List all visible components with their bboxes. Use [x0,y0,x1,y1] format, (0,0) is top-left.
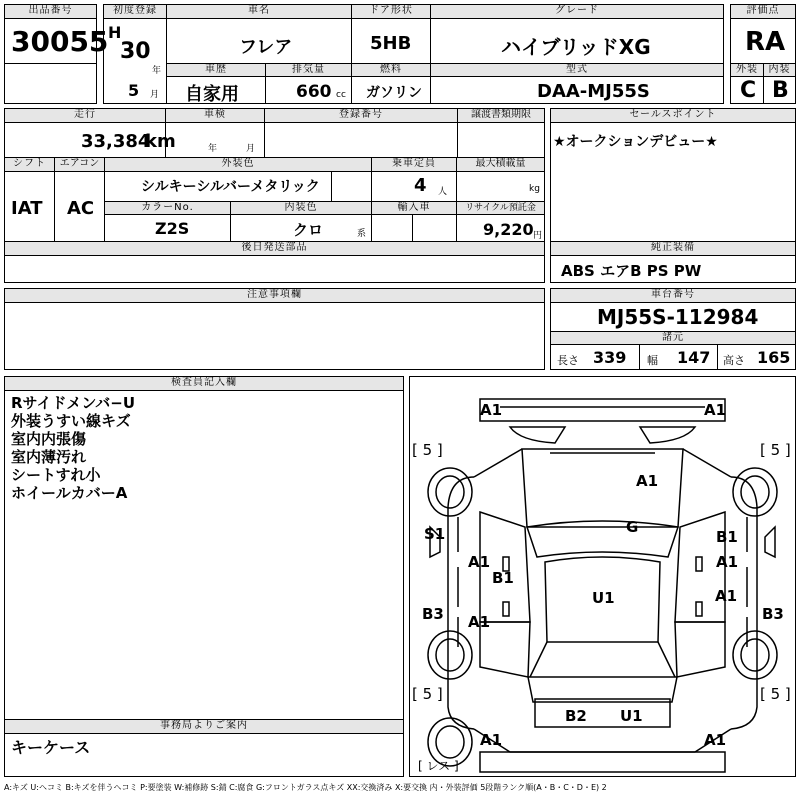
damage-mark: S1 [424,525,446,543]
recycle-label: リサイクル預託金 [456,201,545,215]
capacity: 4 [414,175,427,196]
width-label: 幅 [647,354,658,367]
transfer-cell [457,108,545,158]
office-text: キーケース [11,738,91,757]
import-cell [371,201,457,242]
color-label: 外装色 [104,157,372,172]
sales-point-cell [550,108,796,242]
color-no-label: カラーNo. [104,201,231,215]
interior-grade: B [772,78,789,103]
damage-mark: A1 [480,731,503,749]
fuel: ガソリン [366,85,422,101]
damage-mark: B3 [762,605,784,623]
model-label: 型式 [430,63,724,77]
fuel-label: 燃料 [351,63,431,77]
interior-color: クロ [293,221,324,239]
damage-mark: U1 [620,707,643,725]
damage-mark: B1 [716,528,738,546]
inspector-line: シートすれ小 [11,466,101,484]
notes-label: 注意事項欄 [4,288,545,303]
damage-mark: A1 [715,587,738,605]
car-name: フレア [239,37,293,58]
model-code: DAA-MJ55S [537,81,650,102]
displacement-cell [265,63,352,104]
mileage-unit: km [145,131,176,152]
interior-label: 内装 [763,63,796,77]
displacement-label: 排気量 [265,63,352,77]
recycle-unit: 円 [533,231,543,241]
inspector-line: Rサイドメンバ−U [11,394,136,412]
length-label: 長さ [557,354,579,367]
score-label: 評価点 [730,4,796,19]
car-outline-diagram [410,377,795,776]
length: 339 [593,348,627,367]
exterior-label: 外装 [730,63,764,77]
office-cell [4,719,404,777]
tire-tread: [ 5 ] [412,685,443,703]
damage-diagram [409,376,796,777]
recycle-fee: 9,220 [483,220,534,239]
color-cell [104,157,372,202]
inspector-line: 外装うすい線キズ [11,412,131,430]
spare-tire: [ レス ] [418,759,459,773]
load-unit: kg [529,184,540,194]
shift: IAT [11,198,43,219]
damage-mark: A1 [716,553,739,571]
mileage: 33,384 [81,131,151,152]
inspector-cell [4,376,404,720]
load-cell [456,157,545,202]
color-no: Z2S [155,219,190,238]
inspector-line: 室内内張傷 [11,430,87,448]
interior-cell [763,63,796,104]
exterior-grade: C [740,78,757,103]
equipment-label: 純正装備 [550,241,796,256]
damage-mark: B3 [422,605,444,623]
damage-mark: A1 [468,613,491,631]
dimensions-cell [550,331,796,370]
door-cell [351,4,431,64]
lot-label: 出品番号 [4,4,97,19]
recycle-cell [456,201,545,242]
month-unit: 月 [150,90,160,100]
grade-cell [430,4,724,64]
later-parts-cell [4,241,545,283]
score: RA [745,27,786,57]
tire-tread: [ 5 ] [760,685,791,703]
chassis-number: MJ55S-112984 [597,305,759,329]
damage-mark: A1 [468,553,491,571]
exterior-color: シルキーシルバーメタリック [141,179,320,195]
inspector-label: 検査員記入欄 [4,376,404,391]
first-registration [103,4,167,104]
damage-mark: A1 [704,731,727,749]
displacement: 660 [296,82,332,102]
grade-label: グレード [430,4,724,19]
office-label: 事務局よりご案内 [4,719,404,734]
tire-tread: [ 5 ] [760,441,791,459]
grade: ハイブリッドXG [501,35,651,59]
history-cell [166,63,266,104]
inspection-label: 車検 [165,108,265,123]
inspector-line: 室内薄汚れ [11,448,87,466]
reg-month: 5 [128,81,140,100]
car-name-label: 車名 [166,4,352,19]
transfer-label: 譲渡書類期限 [457,108,545,123]
first-registration-label: 初度登録 [103,4,167,19]
damage-mark: A1 [704,401,727,419]
interior-color-label: 内装色 [230,201,372,215]
load-label: 最大積載量 [456,157,545,172]
capacity-unit: 人 [438,187,448,197]
damage-mark: U1 [592,589,615,607]
exterior-cell [730,63,764,104]
plate-label: 登録番号 [264,108,458,123]
sales-point-label: セールスポイント [550,108,796,123]
mileage-label: 走行 [4,108,166,123]
height: 165 [757,348,791,367]
score-cell [730,4,796,64]
year-unit: 年 [152,66,162,76]
spec-block [4,108,545,283]
model-cell [430,63,724,104]
reg-year: 30 [120,39,151,64]
damage-mark: B1 [492,569,514,587]
damage-mark: A1 [636,472,659,490]
later-parts-label: 後日発送部品 [4,241,545,256]
inspector-line: ホイールカバーA [11,484,128,502]
header-block [4,4,796,104]
height-label: 高さ [723,354,745,367]
aircon-cell [54,157,105,242]
color-no-cell [104,201,231,242]
interior-color-cell [230,201,372,242]
legend: A:キズ U:ヘコミ B:キズを伴うヘコミ P:要塗装 W:補修跡 S:錆 C:腐食 G:フロントガラス点キズ XX:交換済み X:要交換 内・外装評価 5段階ランク順(A・B・C・D・E) 2 [4,783,607,792]
capacity-cell [371,157,457,202]
chassis-cell [550,288,796,332]
inspection-month-unit: 月 [246,144,256,154]
displacement-unit: cc [336,90,346,100]
aircon: AC [67,198,95,219]
inspection-cell [165,108,265,158]
lot-blank [4,63,97,104]
damage-mark: G [626,518,639,536]
equipment: ABS エアB PS PW [561,262,702,280]
shift-label: シフト [4,157,55,172]
history: 自家用 [185,84,239,105]
door-type: 5HB [370,33,412,54]
door-label: ドア形状 [351,4,431,19]
lot-cell [4,4,109,64]
damage-mark: A1 [480,401,503,419]
car-name-cell [166,4,352,64]
lot-number: 30055 [11,25,109,58]
chassis-label: 車台番号 [550,288,796,303]
aircon-label: エアコン [54,157,105,172]
sales-point: ★オークションデビュー★ [553,134,718,150]
mileage-cell [4,108,176,158]
tire-tread: [ 5 ] [412,441,443,459]
plate-cell [264,108,458,158]
capacity-label: 乗車定員 [371,157,457,172]
notes-cell [4,288,545,370]
damage-mark: B2 [565,707,587,725]
era: H [108,23,122,42]
import-label: 輸入車 [371,201,457,215]
fuel-cell [351,63,431,104]
interior-color-unit: 系 [357,229,367,239]
dimensions-label: 諸元 [550,331,796,345]
equipment-cell [550,241,796,283]
history-label: 車歴 [166,63,266,77]
width: 147 [677,348,711,367]
inspection-year-unit: 年 [208,144,218,154]
shift-cell [4,157,55,242]
